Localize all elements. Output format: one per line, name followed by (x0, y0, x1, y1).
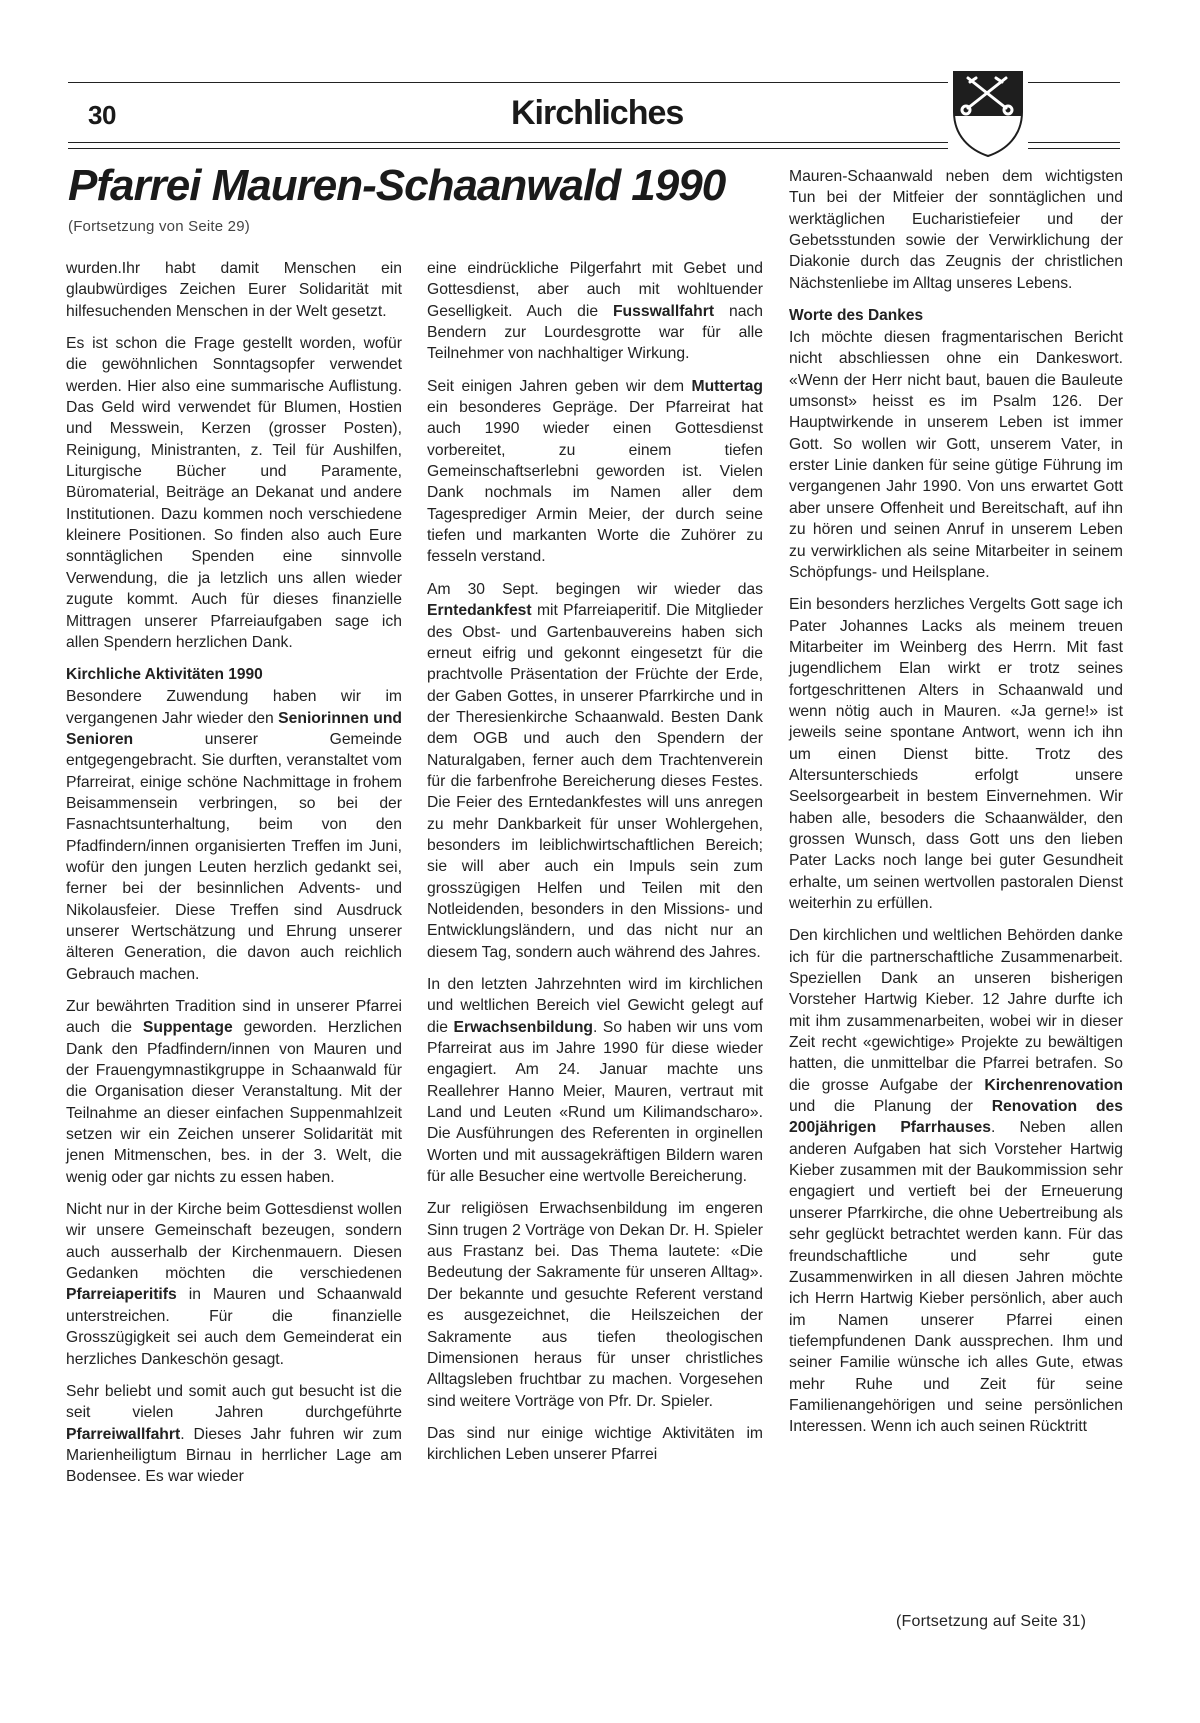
subheading: Kirchliche Aktivitäten 1990 (66, 666, 263, 684)
paragraph: Ein besonders herzliches Vergelts Gott sage ich Pater Johannes Lacks als meinem treuen Mitarbeiter im Weinberg des Herrn. Mit fast jugendlichem Elan wirkt er trotz seines fortgeschrittenen Alters in Schaanwald und wenn nötig auch in Mauren. «Ja gerne!» ist jeweils seine spontane Antwort, wenn ich ihn um einen Dienst bitte. Trotz des Altersunterschieds erfolgt unsere Seelsorgearbeit in bestem Einvernehmen. Wir haben alle, besoders die Schaanwälder, den grossen Wunsch, dass Gott uns den lieben Pater Lacks noch lange bei guter Gesundheit erhalte, um seinen wertvollen pastoralen Dienst weiterhin zu erfüllen. (789, 596, 1123, 912)
page-number: 30 (88, 100, 116, 130)
subheading: Worte des Dankes (789, 307, 924, 325)
paragraph: Am 30 Sept. begingen wir wieder das Erntedankfest mit Pfarreiaperitif. Die Mitglieder des Obst- und Gartenbauvereins haben sich erneut eifrig und gekonnt eingesetzt für die prachtvolle Präsentation der Früchte der Erde, der Gaben Gottes, in unserer Pfarrkirche und in der Theresienkirche Schaanwald. Besten Dank dem OGB und auch den Spendern der Naturalgaben, ferner auch dem Trachtenverein für die farbenfrohe Bereicherung dieses Festes. Die Feier des Erntedankfestes will uns anregen zu mehr Dankbarkeit für unser Wohlergehen, besonders im leiblichwirtschaftlichen Bereich; sie will aber auch ein Impuls sein zum grosszügigen Helfen und Teilen mit den Notleidenden, besonders in den Missions- und Entwicklungsländern, und das nicht nur an diesem Tag, sondern auch während des Jahres. (427, 580, 763, 961)
paragraph: Den kirchlichen und weltlichen Behörden danke ich für die partnerschaftliche Zusammenarbeit. Speziellen Dank an unseren bisherigen Vorsteher Hartwig Kieber. 12 Jahre durfte ich mit ihm zusammenarbeiten, wobei wir in dieser Zeit recht «gewichtige» Projekte zu bewältigen hatten, die unmittelbar die Pfarrei betrafen. So die grosse Aufgabe der Kirchenrenovation und die Planung der Renovation des 200jährigen Pfarrhauses. Neben allen anderen Aufgaben hat sich Vorsteher Hartwig Kieber zusammen mit der Baukommission sehr engagiert und vertieft bei der Erneuerung unserer Pfarrkirche, die ohne Uebertreibung als sehr geglückt betrachtet werden kann. Für das freundschaftliche und sehr gute Zusammenwirken in all diesen Jahren möchte ich Herrn Hartwig Kieber persönlich, aber auch im Namen unserer Pfarrei einen tiefempfundenen Dank aussprechen. Ihm und seiner Familie wünsche ich alles Gute, etwas mehr Ruhe und Zeit für seine Familienangehörigen und seine persönlichen Interessen. Wenn ich auch seinen Rücktritt (789, 927, 1123, 1436)
paragraph: Ich möchte diesen fragmentarischen Bericht nicht abschliessen ohne ein Dankeswort. «Wenn der Herr nicht baut, bauen die Bauleute umsonst» heisst es im Psalm 126. Der Hauptwirkende in unserem Leben ist immer Gott. So wollen wir Gott, unserem Vater, in erster Linie danken für seine gütige Führung im vergangenen Jahr 1990. Von uns erwartet Gott aber unsere Offenheit und Bereitschaft, auf ihn zu hören und seinen Anruf in unserem Leben zu verwirklichen als seine Mitarbeiter in seinem Schöpfungs- und Heilsplane. (789, 329, 1123, 581)
column-2 (427, 258, 763, 1477)
paragraph: wurden.Ihr habt damit Menschen ein glaubwürdiges Zeichen Eurer Solidarität mit hilfesuchenden Menschen in der Welt gesetzt. (66, 260, 402, 320)
column-3 (789, 166, 1123, 1449)
article-title: Pfarrei Mauren-Schaanwald 1990 (68, 161, 726, 210)
coat-of-arms-icon (948, 66, 1028, 158)
paragraph: Nicht nur in der Kirche beim Gottesdienst wollen wir unsere Gemeinschaft bezeugen, sondern auch ausserhalb der Kirchenmauern. Diesen Gedanken möchten die verschiedenen Pfarreiaperitifs in Mauren und Schaanwald unterstreichen. Für die finanzielle Grosszügigkeit sei auch dem Gemeinderat ein herzliches Dankeschön gesagt. (66, 1201, 402, 1368)
continued-from-note: (Fortsetzung von Seite 29) (68, 218, 250, 235)
continued-to-note: (Fortsetzung auf Seite 31) (896, 1613, 1087, 1630)
paragraph: Seit einigen Jahren geben wir dem Muttertag ein besonderes Gepräge. Der Pfarreirat hat auch 1990 wieder einen Gottesdienst vorbereitet, zu einem tiefen Gemeinschaftserlebni geworden ist. Vielen Dank nochmals im Namen aller dem Tagesprediger Armin Meier, der durch seine tiefen und markanten Worte die Zuhörer zu fesseln verstand. (427, 377, 763, 566)
paragraph: Zur bewährten Tradition sind in unserer Pfarrei auch die Suppentage geworden. Herzlichen Dank den Pfadfindern/innen von Mauren und der Frauengymnastikgruppe in Schaanwald für die Organisation dieser Veranstaltung. Mit der Teilnahme an dieser einfachen Suppenmahlzeit setzen wir ein Zeichen unserer Solidarität mit jenen Mitmenschen, bes. in der 3. Welt, die wenig oder gar nichts zu essen haben. (66, 998, 403, 1186)
paragraph: Zur religiösen Erwachsenbildung im engeren Sinn trugen 2 Vorträge von Dekan Dr. H. Spieler aus Frastanz bei. Das Thema lautete: «Die Bedeutung der Sakramente für unseren Alltag». Der bekannte und gesuchte Referent verstand es ausgezeichnet, die Heilszeichen der Sakramente aus tiefen theologischen Dimensionen heraus für unser christliches Alltagsleben fruchtbar zu machen. Vorgesehen sind weitere Vorträge von Pfr. Dr. Spieler. (427, 1200, 763, 1410)
page-header (68, 78, 1120, 154)
section-title: Kirchliches (511, 94, 684, 132)
paragraph: Das sind nur einige wichtige Aktivitäten im kirchlichen Leben unserer Pfarrei (427, 1424, 763, 1464)
paragraph: Besondere Zuwendung haben wir im vergangenen Jahr wieder den Seniorinnen und Senioren unserer Gemeinde entgegengebracht. Sie durften, veranstaltet vom Pfarreirat, einige schöne Nachmittage in frohem Beisammensein verbringen, so bei der Fasnachtsunterhaltung, beim von den Pfadfindern/innen organisierten Treffen im Juni, wofür den jungen Leuten herzlich gedankt sei, ferner bei der besinnlichen Advents- und Nikolausfeier. Diese Treffen sind Ausdruck unserer Wertschätzung und Ehrung unserer älteren Generation, die davon auch reichlich Gebrauch machen. (66, 688, 402, 983)
paragraph: In den letzten Jahrzehnten wird im kirchlichen und weltlichen Bereich viel Gewicht gelegt auf die Erwachsenbildung. So haben wir uns vom Pfarreirat aus im Jahre 1990 für diese wieder engagiert. Am 24. Januar machte uns Reallehrer Hanno Meier, Mauren, vertraut mit Land und Leuten «Rund um Kilimandscharo». Die Ausführungen des Referenten in orginellen Worten und mit aussagekräftigen Bildern waren für alle Besucher eine wertvolle Bereicherung. (427, 976, 763, 1186)
paragraph: eine eindrückliche Pilgerfahrt mit Gebet und Gottesdienst, aber auch mit wohltuender Geselligkeit. Auch die Fusswallfahrt nach Bendern zur Lourdesgrotte war für alle Teilnehmer von nachhaltiger Wirkung. (427, 260, 763, 363)
paragraph: Mauren-Schaanwald neben dem wichtigsten Tun bei der Mitfeier der sonntäglichen und werktäglichen Eucharistiefeier und der Gebetsstunden sowie der Verwirklichung der Diakonie durch das Zeugnis der christlichen Nächstenliebe im Alltag unseres Lebens. (789, 168, 1123, 292)
paragraph: Sehr beliebt und somit auch gut besucht ist die seit vielen Jahren durchgeführte Pfarreiwallfahrt. Dieses Jahr fuhren wir zum Marienheiligtum Birnau in herrlicher Lage am Bodensee. Es war wieder (66, 1382, 402, 1486)
paragraph: Es ist schon die Frage gestellt worden, wofür die gewöhnlichen Sonntagsopfer verwendet werden. Hier also eine summarische Auflistung. Das Geld wird verwendet für Blumen, Hostien und Messwein, Kerzen (grosser Posten), Reinigung, Ministranten, z. Teil für Aushilfen, Liturgische Bücher und Paramente, Büromaterial, Beiträge an Dekanat und andere Institutionen. Dazu kommen noch verschiedene kleinere Positionen. So finden also auch Eure sonntäglichen Spenden eine sinnvolle Verwendung, die ja letzlich uns allen wieder zugute kommt. Auch für dieses finanzielle Mittragen unserer Pfarreiaufgaben sage ich allen Spendern herzlichen Dank. (66, 335, 402, 651)
column-1 (66, 258, 402, 1499)
